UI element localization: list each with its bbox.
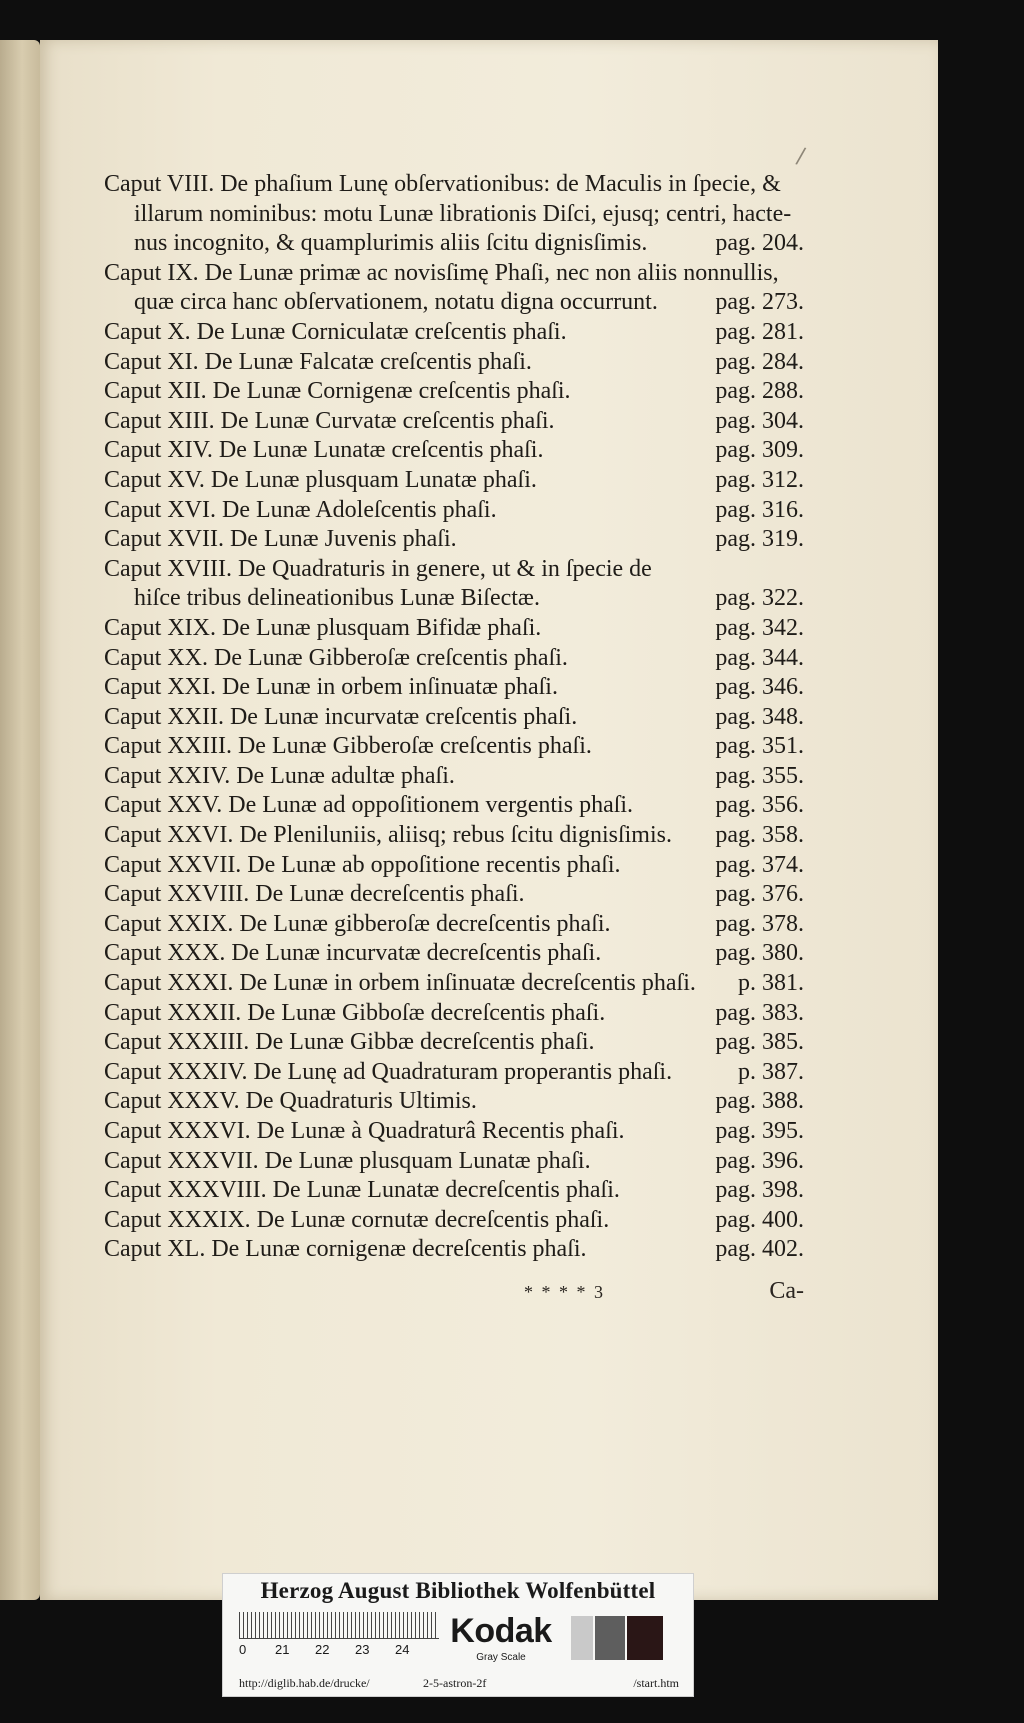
url-left: http://diglib.hab.de/drucke/ [239,1676,370,1690]
chapter-title: Caput X. De Lunæ Corniculatæ creſcentis phaſi. [104,318,567,345]
ruler-label: 22 [315,1642,330,1657]
toc-entry-line [104,1028,804,1058]
toc-entry-line [104,259,804,289]
chapter-title: Caput XXVII. De Lunæ ab oppoſitione recentis phaſi. [104,851,621,878]
page-reference: pag. 273. [715,289,804,316]
toc-entry-line [104,1176,804,1206]
catchword: Ca- [769,1278,804,1304]
toc-entry-line [104,851,804,881]
toc-entry-line [104,821,804,851]
pencil-mark: / [794,143,807,170]
page-reference: pag. 400. [715,1206,804,1233]
toc-entry-line [104,229,804,259]
chapter-title: Caput XXIV. De Lunæ adultæ phaſi. [104,762,455,789]
chapter-title: Caput XXXIII. De Lunæ Gibbæ decreſcentis phaſi. [104,1029,595,1056]
chapter-title: Caput XL. De Lunæ cornigenæ decreſcentis phaſi. [104,1236,587,1263]
toc-entry-line [104,584,804,614]
chapter-title: quæ circa hanc obſervationem, notatu digna occurrunt. [134,289,658,316]
page-reference: pag. 309. [715,437,804,464]
ruler-label: 23 [355,1642,370,1657]
toc-entry-line [104,377,804,407]
page-reference: pag. 396. [715,1147,804,1174]
chapter-title: Caput XXVIII. De Lunæ decreſcentis phaſi. [104,881,525,908]
chapter-title: Caput XXXVII. De Lunæ plusquam Lunatæ phaſi. [104,1147,591,1174]
page-reference: pag. 312. [715,466,804,493]
chapter-title: Caput XXXIV. De Lunę ad Quadraturam properantis phaſi. [104,1058,673,1085]
chapter-title: Caput XXXI. De Lunæ in orbem inſinuatæ decreſcentis phaſi. [104,970,696,997]
toc-entry-line [104,407,804,437]
chapter-title: nus incognito, & quamplurimis aliis ſcitu dignisſimis. [134,230,648,257]
page-reference: pag. 376. [715,881,804,908]
chapter-title: Caput XVII. De Lunæ Juvenis phaſi. [104,526,457,553]
toc-entry-line [104,880,804,910]
gray-patch-mid [595,1616,625,1660]
page-reference: pag. 288. [715,378,804,405]
chapter-title: Caput XXX. De Lunæ incurvatæ decreſcentis phaſi. [104,940,602,967]
page-reference: pag. 281. [715,318,804,345]
ruler-label: 0 [239,1642,247,1657]
chapter-title: Caput XV. De Lunæ plusquam Lunatæ phaſi. [104,466,537,493]
chapter-title: Caput XXV. De Lunæ ad oppoſitionem vergentis phaſi. [104,792,634,819]
chapter-title: Caput XXXII. De Lunæ Gibboſæ decreſcentis phaſi. [104,999,606,1026]
toc-entry-line [104,436,804,466]
page-reference: pag. 348. [715,703,804,730]
card-footer [223,1674,693,1694]
toc-entry-line [104,614,804,644]
measurement-ruler [239,1612,439,1666]
page-footer [104,1278,804,1308]
chapter-title: Caput XX. De Lunæ Gibberoſæ creſcentis phaſi. [104,644,568,671]
page-reference: p. 387. [738,1058,804,1085]
page-reference: pag. 358. [715,822,804,849]
gray-scale-label: Gray Scale [476,1652,526,1663]
page-reference: pag. 388. [715,1088,804,1115]
toc-entry-line [104,1117,804,1147]
color-calibration-card [222,1573,694,1697]
chapter-title: Caput XXXV. De Quadraturis Ultimis. [104,1088,477,1115]
page-reference: pag. 395. [715,1118,804,1144]
gray-patch-light [571,1616,593,1660]
facing-page-edge [0,40,40,1600]
toc-entry-line [104,555,804,585]
toc-entry-line [104,288,804,318]
ruler-ticks [239,1612,439,1639]
chapter-title: Caput XXXIX. De Lunæ cornutæ decreſcentis phaſi. [104,1206,610,1233]
toc-entry-line [104,318,804,348]
page-reference: pag. 378. [715,910,804,937]
chapter-title: hiſce tribus delineationibus Lunæ Biſectæ. [134,585,540,612]
toc-entry-line [104,1235,804,1265]
page-reference: pag. 402. [715,1236,804,1263]
chapter-title: Caput IX. De Lunæ primæ ac novisſimę Phaſi, nec non aliis nonnullis, [104,259,779,286]
toc-entry-line [104,732,804,762]
chapter-title: Caput XXXVIII. De Lunæ Lunatæ decreſcentis phaſi. [104,1177,620,1204]
page-reference: pag. 383. [715,999,804,1026]
toc-entry-line [104,910,804,940]
page-reference: pag. 204. [715,230,804,257]
page-reference: pag. 304. [715,407,804,434]
chapter-title: illarum nominibus: motu Lunæ librationis Diſci, ejusq; centri, hacte- [134,200,792,227]
toc-entry-line [104,762,804,792]
toc-entry-line [104,170,804,200]
chapter-title: Caput XIX. De Lunæ plusquam Bifidæ phaſi. [104,614,542,641]
toc-entry-line [104,1087,804,1117]
toc-entry-line [104,466,804,496]
page-reference: pag. 356. [715,792,804,819]
page-reference: pag. 398. [715,1177,804,1204]
chapter-title: Caput XIV. De Lunæ Lunatæ creſcentis phaſi. [104,437,544,464]
page-reference: pag. 380. [715,940,804,967]
toc-entry-line [104,939,804,969]
chapter-title: Caput XXII. De Lunæ incurvatæ creſcentis phaſi. [104,703,578,730]
toc-entry-line [104,1058,804,1088]
chapter-title: Caput XII. De Lunæ Cornigenæ creſcentis phaſi. [104,378,571,405]
page-reference: pag. 385. [715,1029,804,1056]
url-mid: 2-5-astron-2f [423,1676,487,1690]
toc-entry-line [104,999,804,1029]
chapter-title: Caput VIII. De phaſium Lunę obſervationibus: de Maculis in ſpecie, & [104,171,781,197]
library-title: Herzog August Bibliothek Wolfenbüttel [260,1578,656,1603]
chapter-title: Caput XVIII. De Quadraturis in genere, ut & in ſpecie de [104,555,652,582]
page-reference: pag. 284. [715,348,804,375]
kodak-logo: Kodak [450,1612,552,1650]
chapter-title: Caput XVI. De Lunæ Adoleſcentis phaſi. [104,496,497,523]
chapter-title: Caput XXIII. De Lunæ Gibberoſæ creſcentis phaſi. [104,733,592,760]
page-reference: p. 381. [738,970,804,997]
page-reference: pag. 319. [715,526,804,553]
page-reference: pag. 322. [715,585,804,612]
chapter-title: Caput XIII. De Lunæ Curvatæ creſcentis phaſi. [104,407,555,434]
table-of-contents [104,170,804,1265]
toc-entry-line [104,1206,804,1236]
page-reference: pag. 344. [715,644,804,671]
chapter-title: Caput XXIX. De Lunæ gibberoſæ decreſcentis phaſi. [104,910,611,937]
page-reference: pag. 316. [715,496,804,523]
chapter-title: Caput XXI. De Lunæ in orbem inſinuatæ phaſi. [104,674,558,701]
page-reference: pag. 346. [715,674,804,701]
toc-entry-line [104,791,804,821]
chapter-title: Caput XXVI. De Pleniluniis, aliisq; rebus ſcitu dignisſimis. [104,822,672,849]
toc-entry-line [104,496,804,526]
chapter-title: Caput XXXVI. De Lunæ à Quadraturâ Recentis phaſi. [104,1118,625,1144]
url-right: /start.htm [633,1676,679,1690]
toc-entry-line [104,673,804,703]
page-reference: pag. 374. [715,851,804,878]
toc-entry-line [104,969,804,999]
toc-entry-line [104,348,804,378]
toc-entry-line [104,644,804,674]
chapter-title: Caput XI. De Lunæ Falcatæ creſcentis phaſi. [104,348,532,375]
toc-entry-line [104,703,804,733]
ruler-label: 21 [275,1642,290,1657]
toc-entry-line [104,1147,804,1177]
toc-entry-line [104,525,804,555]
toc-entry-line [104,200,804,230]
signature-mark: * * * * 3 [524,1282,605,1302]
page-reference: pag. 351. [715,733,804,760]
gray-patch-dark [627,1616,663,1660]
page-reference: pag. 342. [715,614,804,641]
page-reference: pag. 355. [715,762,804,789]
ruler-label: 24 [395,1642,410,1657]
